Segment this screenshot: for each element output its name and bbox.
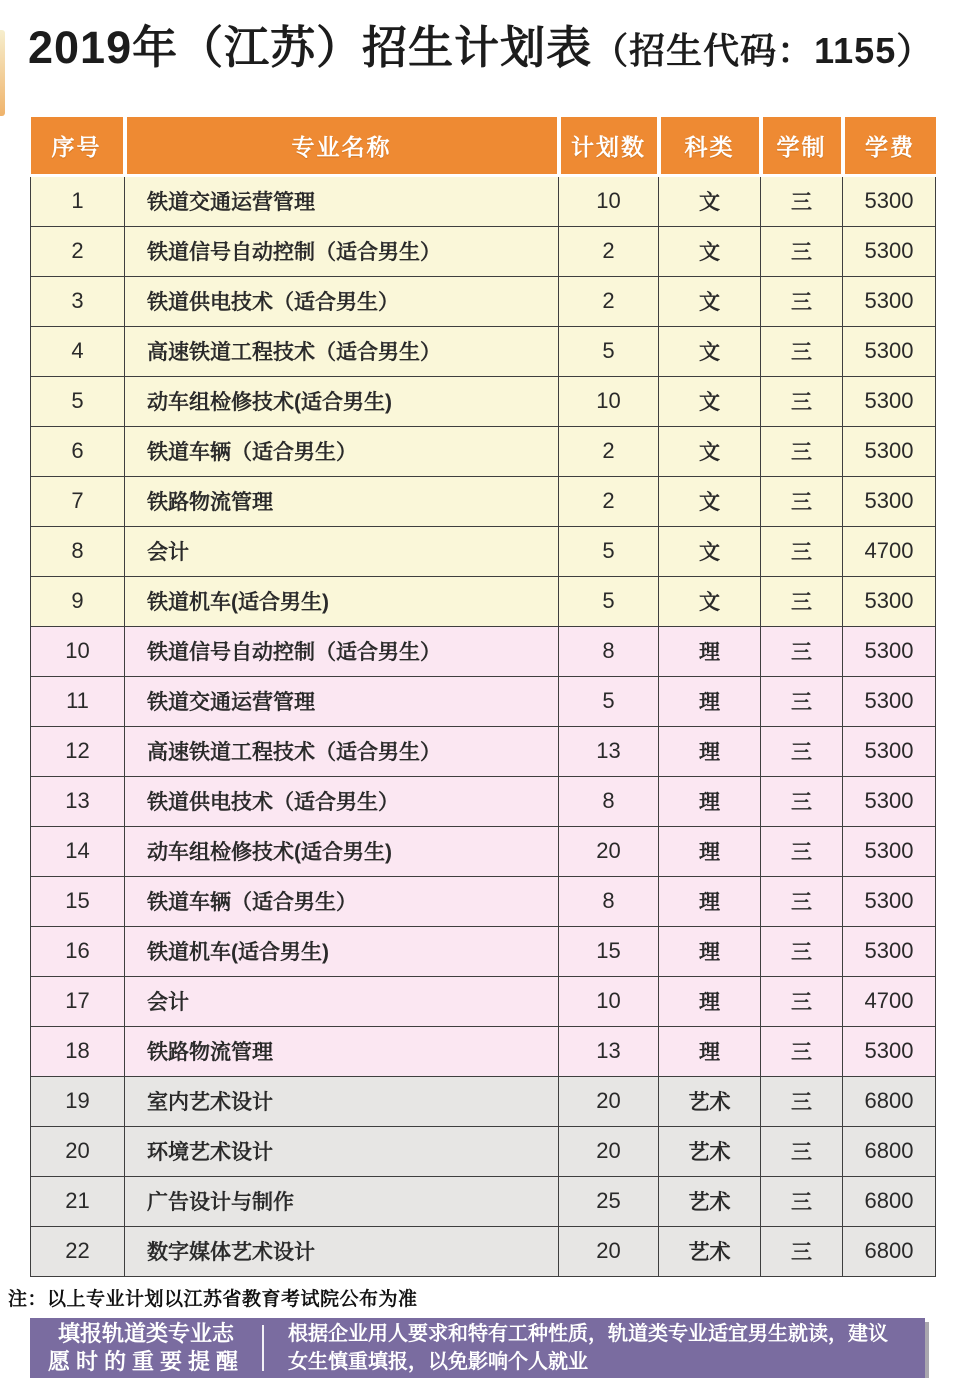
reminder-title-line1: 填报轨道类专业志 [57,1321,234,1347]
cell-major: 动车组检修技术(适合男生) [125,376,559,426]
cell-no: 5 [31,376,125,426]
page-title-sub: （招生代码：1155） [592,30,934,71]
cell-category: 文 [659,226,761,276]
table-row [31,426,936,476]
cell-tuition: 5300 [843,376,936,426]
cell-duration: 三 [761,826,843,876]
cell-plan: 25 [559,1176,659,1226]
table-row [31,776,936,826]
cell-duration: 三 [761,526,843,576]
cell-no: 11 [31,676,125,726]
cell-duration: 三 [761,876,843,926]
cell-no: 19 [31,1076,125,1126]
column-header-no: 序号 [31,117,125,176]
cell-category: 理 [659,926,761,976]
cell-duration: 三 [761,1226,843,1276]
table-row [31,526,936,576]
table-note: 注：以上专业计划以江苏省教育考试院公布为准 [8,1288,418,1310]
cell-no: 9 [31,576,125,626]
cell-tuition: 6800 [843,1226,936,1276]
cell-tuition: 5300 [843,776,936,826]
cell-plan: 13 [559,1026,659,1076]
admission-plan-table [30,117,936,1277]
cell-category: 理 [659,626,761,676]
cell-tuition: 5300 [843,826,936,876]
reminder-text-line2: 女生慎重填报，以免影响个人就业 [288,1350,588,1373]
table-row [31,376,936,426]
cell-major: 高速铁道工程技术（适合男生） [125,726,559,776]
cell-category: 艺术 [659,1176,761,1226]
cell-tuition: 5300 [843,476,936,526]
cell-no: 12 [31,726,125,776]
cell-category: 理 [659,826,761,876]
cell-plan: 20 [559,1226,659,1276]
cell-plan: 20 [559,1126,659,1176]
page-title-main: 2019年（江苏）招生计划表 [28,22,593,73]
table-row [31,1126,936,1176]
cell-tuition: 4700 [843,976,936,1026]
cell-major: 铁道信号自动控制（适合男生） [125,226,559,276]
cell-plan: 2 [559,226,659,276]
cell-category: 文 [659,526,761,576]
cell-major: 室内艺术设计 [125,1076,559,1126]
cell-duration: 三 [761,726,843,776]
cell-no: 8 [31,526,125,576]
cell-category: 理 [659,976,761,1026]
cell-major: 高速铁道工程技术（适合男生） [125,326,559,376]
cell-plan: 10 [559,376,659,426]
cell-major: 铁道交通运营管理 [125,676,559,726]
cell-plan: 20 [559,1076,659,1126]
cell-major: 环境艺术设计 [125,1126,559,1176]
cell-no: 3 [31,276,125,326]
cell-plan: 10 [559,976,659,1026]
cell-category: 理 [659,726,761,776]
reminder-text-line1: 根据企业用人要求和特有工种性质，轨道类专业适宜男生就读，建议 [288,1322,888,1345]
table-row [31,576,936,626]
cell-no: 2 [31,226,125,276]
cell-category: 理 [659,676,761,726]
reminder-banner [30,1318,925,1378]
cell-category: 文 [659,476,761,526]
cell-plan: 8 [559,876,659,926]
cell-plan: 5 [559,576,659,626]
cell-duration: 三 [761,426,843,476]
cell-category: 理 [659,876,761,926]
cell-plan: 20 [559,826,659,876]
cell-duration: 三 [761,226,843,276]
cell-no: 22 [31,1226,125,1276]
table-row [31,1176,936,1226]
cell-no: 20 [31,1126,125,1176]
cell-category: 文 [659,576,761,626]
cell-duration: 三 [761,476,843,526]
column-header-plan: 计划数 [559,117,659,176]
cell-major: 动车组检修技术(适合男生) [125,826,559,876]
cell-category: 理 [659,776,761,826]
table-row [31,175,936,226]
cell-tuition: 5300 [843,175,936,226]
cell-major: 铁路物流管理 [125,476,559,526]
cell-tuition: 5300 [843,326,936,376]
cell-plan: 8 [559,776,659,826]
cell-tuition: 5300 [843,726,936,776]
cell-plan: 5 [559,676,659,726]
table-row [31,226,936,276]
cell-major: 广告设计与制作 [125,1176,559,1226]
table-header-row [31,117,936,176]
cell-duration: 三 [761,276,843,326]
cell-category: 艺术 [659,1126,761,1176]
cell-duration: 三 [761,1126,843,1176]
cell-duration: 三 [761,676,843,726]
cell-no: 6 [31,426,125,476]
table-row [31,626,936,676]
cell-tuition: 5300 [843,276,936,326]
table-row [31,1226,936,1276]
cell-major: 铁路物流管理 [125,1026,559,1076]
reminder-title [30,1320,262,1375]
cell-category: 理 [659,1026,761,1076]
reminder-title-line2: 愿时的重要提醒 [47,1348,244,1374]
cell-duration: 三 [761,776,843,826]
column-header-category: 科类 [659,117,761,176]
cell-plan: 10 [559,175,659,226]
table-row [31,826,936,876]
cell-tuition: 5300 [843,426,936,476]
cell-major: 铁道交通运营管理 [125,175,559,226]
cell-no: 21 [31,1176,125,1226]
cell-duration: 三 [761,326,843,376]
cell-duration: 三 [761,1026,843,1076]
page-title [28,22,965,74]
cell-duration: 三 [761,376,843,426]
cell-plan: 5 [559,526,659,576]
cell-tuition: 5300 [843,1026,936,1076]
column-header-tuition: 学费 [843,117,936,176]
cell-major: 铁道信号自动控制（适合男生） [125,626,559,676]
table-row [31,326,936,376]
cell-tuition: 4700 [843,526,936,576]
cell-no: 15 [31,876,125,926]
cell-tuition: 5300 [843,676,936,726]
table-row [31,276,936,326]
cell-category: 文 [659,426,761,476]
table-row [31,476,936,526]
cell-tuition: 6800 [843,1126,936,1176]
cell-major: 铁道车辆（适合男生） [125,426,559,476]
cell-duration: 三 [761,626,843,676]
cell-tuition: 6800 [843,1076,936,1126]
reminder-text [264,1320,925,1376]
cell-no: 16 [31,926,125,976]
cell-tuition: 5300 [843,876,936,926]
cell-tuition: 5300 [843,226,936,276]
cell-no: 17 [31,976,125,1026]
cell-major: 铁道供电技术（适合男生） [125,776,559,826]
table-row [31,1076,936,1126]
table-row [31,876,936,926]
cell-duration: 三 [761,175,843,226]
cell-major: 数字媒体艺术设计 [125,1226,559,1276]
cell-no: 10 [31,626,125,676]
cell-no: 7 [31,476,125,526]
cell-plan: 15 [559,926,659,976]
cell-major: 会计 [125,526,559,576]
cell-plan: 2 [559,426,659,476]
cell-tuition: 6800 [843,1176,936,1226]
table-row [31,1026,936,1076]
cell-major: 会计 [125,976,559,1026]
cell-duration: 三 [761,576,843,626]
cell-plan: 2 [559,276,659,326]
cell-duration: 三 [761,976,843,1026]
cell-duration: 三 [761,1176,843,1226]
cell-no: 13 [31,776,125,826]
column-header-duration: 学制 [761,117,843,176]
cell-no: 14 [31,826,125,876]
cell-category: 艺术 [659,1076,761,1126]
cell-no: 18 [31,1026,125,1076]
cell-no: 1 [31,175,125,226]
cell-category: 文 [659,175,761,226]
cell-category: 文 [659,326,761,376]
cell-no: 4 [31,326,125,376]
cell-plan: 5 [559,326,659,376]
cell-major: 铁道供电技术（适合男生） [125,276,559,326]
cell-category: 文 [659,276,761,326]
cell-duration: 三 [761,926,843,976]
cell-major: 铁道车辆（适合男生） [125,876,559,926]
left-edge-decoration [0,30,5,116]
column-header-major: 专业名称 [125,117,559,176]
cell-major: 铁道机车(适合男生) [125,926,559,976]
cell-category: 文 [659,376,761,426]
cell-tuition: 5300 [843,576,936,626]
table-body [31,175,936,1276]
table-row [31,676,936,726]
cell-category: 艺术 [659,1226,761,1276]
cell-plan: 8 [559,626,659,676]
cell-plan: 13 [559,726,659,776]
cell-tuition: 5300 [843,926,936,976]
table-row [31,976,936,1026]
cell-plan: 2 [559,476,659,526]
table-row [31,726,936,776]
cell-duration: 三 [761,1076,843,1126]
table-row [31,926,936,976]
cell-major: 铁道机车(适合男生) [125,576,559,626]
cell-tuition: 5300 [843,626,936,676]
